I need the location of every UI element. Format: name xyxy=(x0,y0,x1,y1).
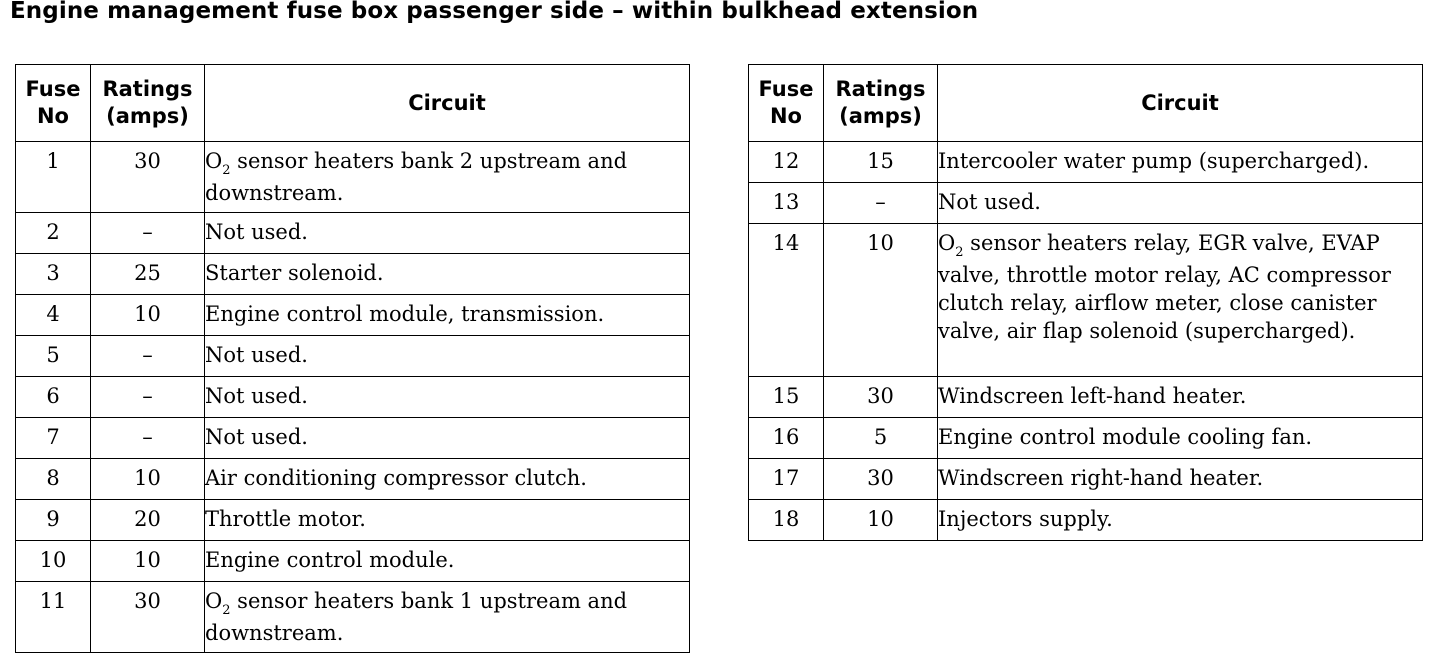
table-row xyxy=(16,459,690,500)
table-row xyxy=(16,541,690,582)
table-row xyxy=(16,295,690,336)
fuse-number: 8 xyxy=(16,459,91,500)
fuse-number: 10 xyxy=(16,541,91,582)
table-row xyxy=(749,377,1423,418)
fuse-circuit: Starter solenoid. xyxy=(205,254,690,295)
fuse-number: 17 xyxy=(749,459,824,500)
fuse-rating: – xyxy=(824,183,938,224)
fuse-rating: 15 xyxy=(824,142,938,183)
fuse-rating: 30 xyxy=(824,459,938,500)
fuse-circuit: $O_2$ sensor heaters relay, EGR valve, EVAP valve, throttle motor relay, AC compressor clutch relay, airflow meter, close canister valve, air flap solenoid (supercharged). xyxy=(938,224,1423,377)
table-row xyxy=(16,336,690,377)
fuse-table-left xyxy=(15,64,690,653)
table-row xyxy=(16,254,690,295)
fuse-circuit: Injectors supply. xyxy=(938,500,1423,541)
table-row xyxy=(16,142,690,213)
fuse-rating: 10 xyxy=(91,295,205,336)
fuse-number: 3 xyxy=(16,254,91,295)
fuse-rating: – xyxy=(91,377,205,418)
table-row xyxy=(749,183,1423,224)
fuse-number: 15 xyxy=(749,377,824,418)
fuse-rating: 30 xyxy=(91,142,205,213)
fuse-circuit: Intercooler water pump (supercharged). xyxy=(938,142,1423,183)
fuse-circuit: Engine control module, transmission. xyxy=(205,295,690,336)
header-fuse-no: Fuse No xyxy=(16,65,91,142)
fuse-rating: – xyxy=(91,336,205,377)
fuse-number: 2 xyxy=(16,213,91,254)
table-row xyxy=(749,224,1423,377)
header-fuse-no: Fuse No xyxy=(749,65,824,142)
fuse-rating: 30 xyxy=(824,377,938,418)
fuse-table-right xyxy=(748,64,1423,541)
page-title: Engine management fuse box passenger side – within bulkhead extension xyxy=(10,0,979,24)
fuse-rating: 25 xyxy=(91,254,205,295)
fuse-circuit: Not used. xyxy=(205,213,690,254)
fuse-rating: – xyxy=(91,418,205,459)
fuse-number: 7 xyxy=(16,418,91,459)
fuse-rating: – xyxy=(91,213,205,254)
fuse-circuit: Engine control module cooling fan. xyxy=(938,418,1423,459)
fuse-circuit: $O_2$ sensor heaters bank 1 upstream and downstream. xyxy=(205,582,690,653)
fuse-circuit: Not used. xyxy=(205,336,690,377)
fuse-number: 14 xyxy=(749,224,824,377)
fuse-number: 1 xyxy=(16,142,91,213)
fuse-number: 11 xyxy=(16,582,91,653)
fuse-rating: 10 xyxy=(824,500,938,541)
table-row xyxy=(749,500,1423,541)
header-ratings: Ratings (amps) xyxy=(824,65,938,142)
fuse-rating: 30 xyxy=(91,582,205,653)
fuse-number: 18 xyxy=(749,500,824,541)
fuse-circuit: Not used. xyxy=(205,377,690,418)
fuse-circuit: Windscreen left-hand heater. xyxy=(938,377,1423,418)
fuse-rating: 20 xyxy=(91,500,205,541)
fuse-circuit: Not used. xyxy=(205,418,690,459)
table-header-row xyxy=(16,65,690,142)
fuse-rating: 10 xyxy=(91,541,205,582)
table-row xyxy=(749,418,1423,459)
fuse-number: 16 xyxy=(749,418,824,459)
fuse-rating: 5 xyxy=(824,418,938,459)
fuse-circuit: Throttle motor. xyxy=(205,500,690,541)
fuse-number: 5 xyxy=(16,336,91,377)
table-row xyxy=(16,213,690,254)
fuse-rating: 10 xyxy=(91,459,205,500)
header-circuit: Circuit xyxy=(205,65,690,142)
header-ratings: Ratings (amps) xyxy=(91,65,205,142)
fuse-rating: 10 xyxy=(824,224,938,377)
table-row xyxy=(16,500,690,541)
fuse-number: 13 xyxy=(749,183,824,224)
table-row xyxy=(16,418,690,459)
fuse-circuit: Engine control module. xyxy=(205,541,690,582)
table-header-row xyxy=(749,65,1423,142)
table-row xyxy=(16,582,690,653)
fuse-circuit: Windscreen right-hand heater. xyxy=(938,459,1423,500)
table-row xyxy=(749,142,1423,183)
table-row xyxy=(749,459,1423,500)
fuse-number: 9 xyxy=(16,500,91,541)
fuse-number: 12 xyxy=(749,142,824,183)
fuse-circuit: $O_2$ sensor heaters bank 2 upstream and downstream. xyxy=(205,142,690,213)
table-row xyxy=(16,377,690,418)
header-circuit: Circuit xyxy=(938,65,1423,142)
fuse-circuit: Air conditioning compressor clutch. xyxy=(205,459,690,500)
fuse-number: 6 xyxy=(16,377,91,418)
fuse-number: 4 xyxy=(16,295,91,336)
fuse-circuit: Not used. xyxy=(938,183,1423,224)
